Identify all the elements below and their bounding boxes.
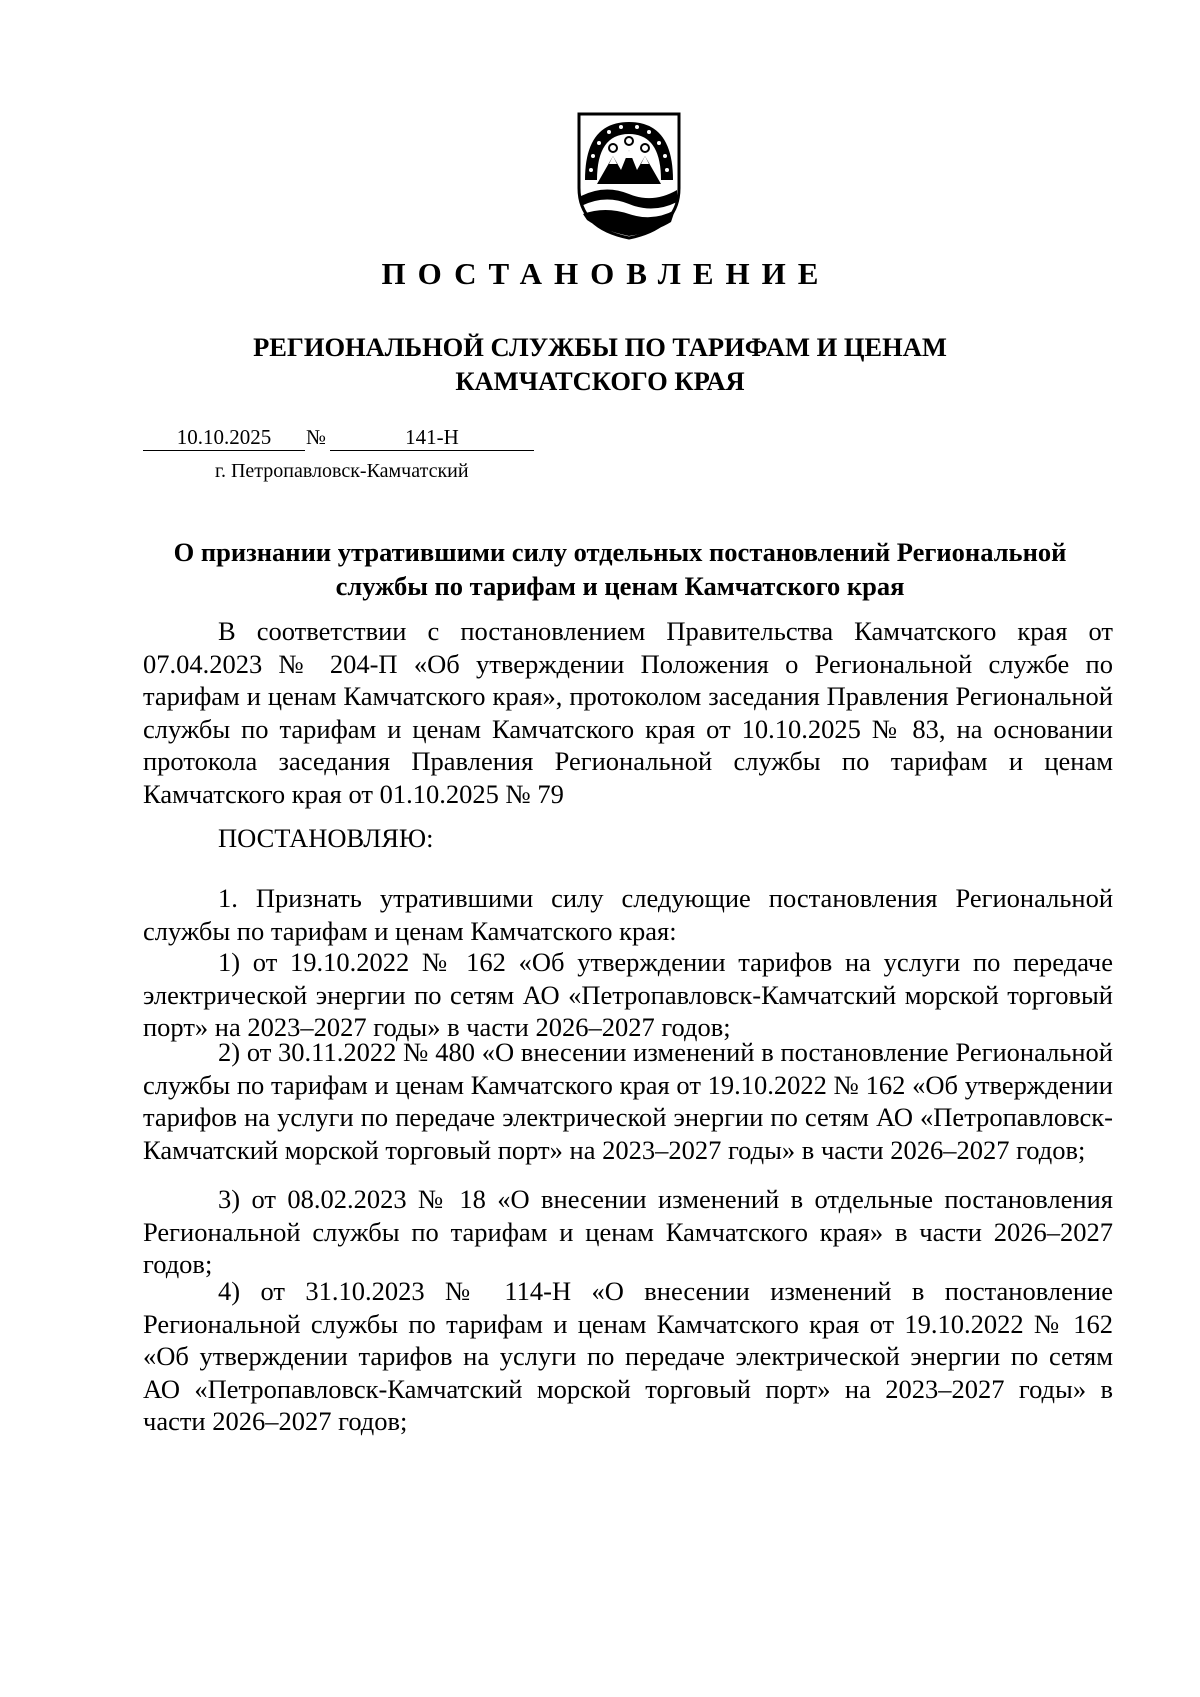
clause-1-paragraph: 1. Признать утратившими силу следующие постановления Региональной службы по тарифам и ценам Камчатского края: bbox=[143, 883, 1113, 946]
number-sign: № bbox=[306, 425, 327, 449]
document-subject-line2: службы по тарифам и ценам Камчатского края bbox=[335, 571, 905, 601]
document-subject bbox=[140, 535, 1100, 603]
document-subject-line1: О признании утратившими силу отдельных постановлений Региональной bbox=[173, 537, 1067, 567]
issuing-authority-line1: РЕГИОНАЛЬНОЙ СЛУЖБЫ ПО ТАРИФАМ И ЦЕНАМ bbox=[253, 332, 947, 362]
issuing-authority-line2: КАМЧАТСКОГО КРАЯ bbox=[455, 366, 745, 396]
preamble-paragraph: В соответствии с постановлением Правительства Камчатского края от 07.04.2023 № 204-П «Об утверждении Положения о Региональной службе по тарифам и ценам Камчатского края», протоколом заседания Правления Региональной службы по тарифам и ценам Камчатского края от 10.10.2025 № 83, на основании протокола заседания Правления Региональной службы по тарифам и ценам Камчатского края от 01.10.2025 № 79 bbox=[143, 616, 1113, 809]
kamchatka-coat-of-arms-emblem bbox=[575, 110, 683, 242]
document-title: ПОСТАНОВЛЕНИЕ bbox=[381, 256, 831, 291]
list-item: 3) от 08.02.2023 № 18 «О внесении изменений в отдельные постановления Региональной службы по тарифам и ценам Камчатского края» в части 2026–2027 годов; bbox=[143, 1184, 1113, 1279]
list-item: 1) от 19.10.2022 № 162 «Об утверждении тарифов на услуги по передаче электрической энергии по сетям АО «Петропавловск-Камчатский морской торговый порт» на 2023–2027 годы» в части 2026–2027 годов; bbox=[143, 947, 1113, 1042]
list-item: 4) от 31.10.2023 № 114-Н «О внесении изменений в постановление Региональной службы по тарифам и ценам Камчатского края от 19.10.2022 № 162 «Об утверждении тарифов на услуги по передаче электрической энергии по сетям АО «Петропавловск-Камчатский морской торговый порт» на 2023–2027 годы» в части 2026–2027 годов; bbox=[143, 1276, 1113, 1436]
document-date: 10.10.2025 bbox=[143, 422, 305, 451]
document-number: 141-Н bbox=[330, 422, 534, 451]
decree-word: ПОСТАНОВЛЯЮ: bbox=[218, 823, 434, 853]
list-item: 2) от 30.11.2022 № 480 «О внесении изменений в постановление Региональной службы по тарифам и ценам Камчатского края от 19.10.2022 № 162 «Об утверждении тарифов на услуги по передаче электрической энергии по сетям АО «Петропавловск-Камчатский морской торговый порт» на 2023–2027 годы» в части 2026–2027 годов; bbox=[143, 1037, 1113, 1165]
issuing-authority bbox=[0, 330, 1200, 398]
document-city: г. Петропавловск-Камчатский bbox=[215, 460, 469, 482]
